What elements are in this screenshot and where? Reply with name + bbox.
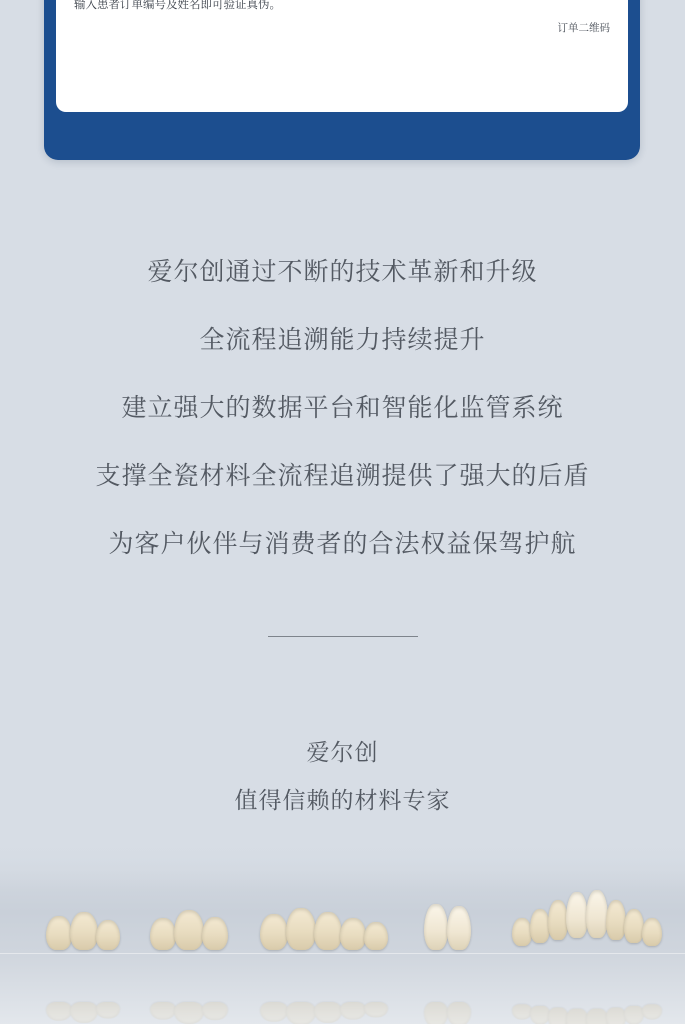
guide-line-4: 输入患者订单编号及姓名即可验证真伪。 <box>74 0 281 11</box>
statement-line: 为客户伙伴与消费者的合法权益保驾护航 <box>108 530 577 558</box>
statement-line: 支撑全瓷材料全流程追溯提供了强大的后盾 <box>95 462 590 490</box>
guide-card-content <box>56 0 628 112</box>
statement-line: 全流程追溯能力持续提升 <box>199 326 486 354</box>
signature-tagline: 值得信赖的材料专家 <box>234 787 451 813</box>
signature-block <box>0 728 685 824</box>
signature-brand: 爱尔创 <box>306 739 379 765</box>
dental-products-photo <box>0 844 685 1024</box>
statement-block <box>0 238 685 578</box>
statement-line: 爱尔创通过不断的技术革新和升级 <box>147 258 538 286</box>
qr-code-area <box>518 0 610 35</box>
photo-baseline <box>0 953 685 954</box>
section-divider <box>268 636 418 637</box>
statement-line: 建立强大的数据平台和智能化监管系统 <box>121 394 564 422</box>
antifake-guide-card <box>44 0 640 160</box>
qr-code-caption: 订单二维码 <box>557 22 610 34</box>
